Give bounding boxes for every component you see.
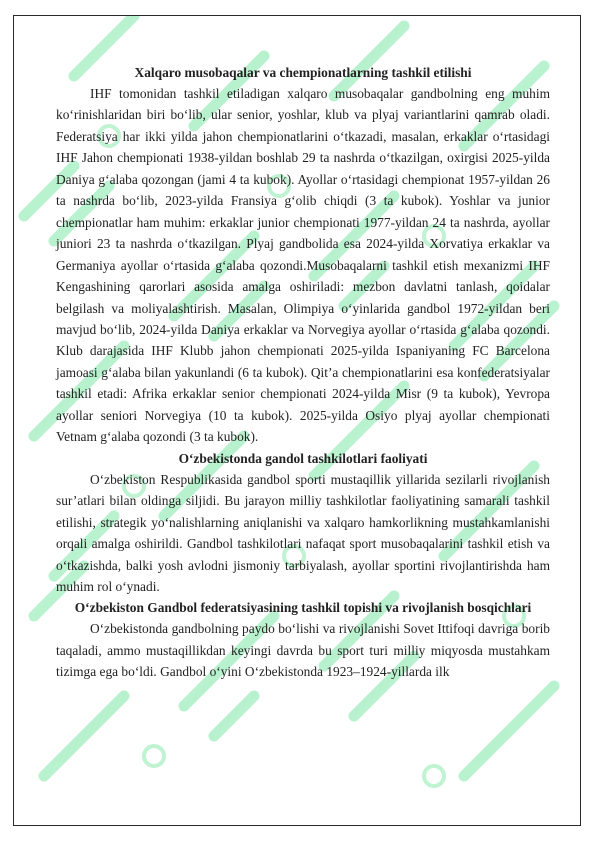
section-heading-federation: O‘zbekiston Gandbol federatsiyasining tashkil topishi va rivojlanish bosqichlari: [74, 600, 532, 616]
paragraph-international-competitions: IHF tomonidan tashkil etiladigan xalqaro musobaqalar gandbolning eng muhim ko‘rinishlaridan biri bo‘lib, ular senior, yoshlar, klub va plyaj variantlarini qamrab oladi. Federatsiya har ikki yilda jahon chempionatlarini o‘tkazadi, masalan, erkaklar o‘rtasidagi IHF Jahon chempionati 1938-yildan boshlab 29 ta nashrda o‘tkazilgan, oxirgisi 2025-yilda Daniya g‘alaba qozongan (jami 4 ta kubok). Ayollar o‘rtasidagi chempionat 1957-yildan 26 ta nashrda bo‘lib, 2023-yilda Fransiya g‘olib chiqdi (3 ta kubok). Yoshlar va junior chempionatlar ham muhim: erkaklar junior chempionati 1977-yildan 24 ta nashrda, ayollar juniori 23 ta nashrda o‘tkazilgan. Plyaj gandbolida esa 2024-yilda Xorvatiya erkaklar va Germaniya ayollar o‘rtasida g‘alaba qozondi.Musobaqalarni tashkil etish mexanizmi IHF Kengashining qarorlari asosida amalga oshiriladi: mezbon davlatni tanlash, qoidalar belgilash va moliyalashtirish. Masalan, Olimpiya o‘yinlarida gandbol 1972-yildan beri mavjud bo‘lib, 2024-yilda Daniya erkaklar va Norvegiya ayollar o‘rtasida g‘alaba qozondi. Klub darajasida IHF Klubb jahon chempionati 2025-yilda Ispaniyaning FC Barcelona jamoasi g‘alaba bilan yakunlandi (6 ta kubok). Qit’a chempionatlarini esa konfederatsiyalar tashkil etadi: Afrika erkaklar senior chempionati 2024-yilda Misr (9 ta kubok), Yevropa ayollar seniori Norvegiya (10 ta kubok). 2025-yilda Osiyo plyaj ayollar chempionati Vetnam g‘alaba qozondi (3 ta kubok).: [56, 86, 550, 445]
document-body: [56, 62, 550, 683]
section-heading-uzbek-organizations: O‘zbekistonda gandol tashkilotlari faoliyati: [178, 450, 428, 466]
paragraph-uzbek-organizations: O‘zbekiston Respublikasida gandbol sporti mustaqillik yillarida sezilarli rivojlanish sur’atlari bilan oldinga siljidi. Bu jarayon milliy tashkilotlar faoliyatining samarali tashkil etilishi, strategik yo‘nalishlarning aniqlanishi va xalqaro hamkorlikning mustahkamlanishi orqali amalga oshirildi. Gandbol tashkilotlari nafaqat sport musobaqalarini tashkil etish va o‘tkazishda, balki yosh avlodni jismoniy tarbiyalash, ayollar sportini rivojlantirishda ham muhim rol o‘ynadi.: [56, 471, 550, 594]
section-heading-international: Xalqaro musobaqalar va chempionatlarning tashkil etilishi: [134, 65, 472, 80]
paragraph-federation-history: O‘zbekistonda gandbolning paydo bo‘lishi va rivojlanishi Sovet Ittifoqi davriga borib taqaladi, ammo mustaqillikdan keyingi davrda bu sport turi milliy miqyosda mustahkam tizimga ega bo‘ldi. Gandbol o‘yini O‘zbekistonda 1923–1924-yillarda ilk: [56, 621, 550, 680]
document-page: [13, 15, 581, 826]
